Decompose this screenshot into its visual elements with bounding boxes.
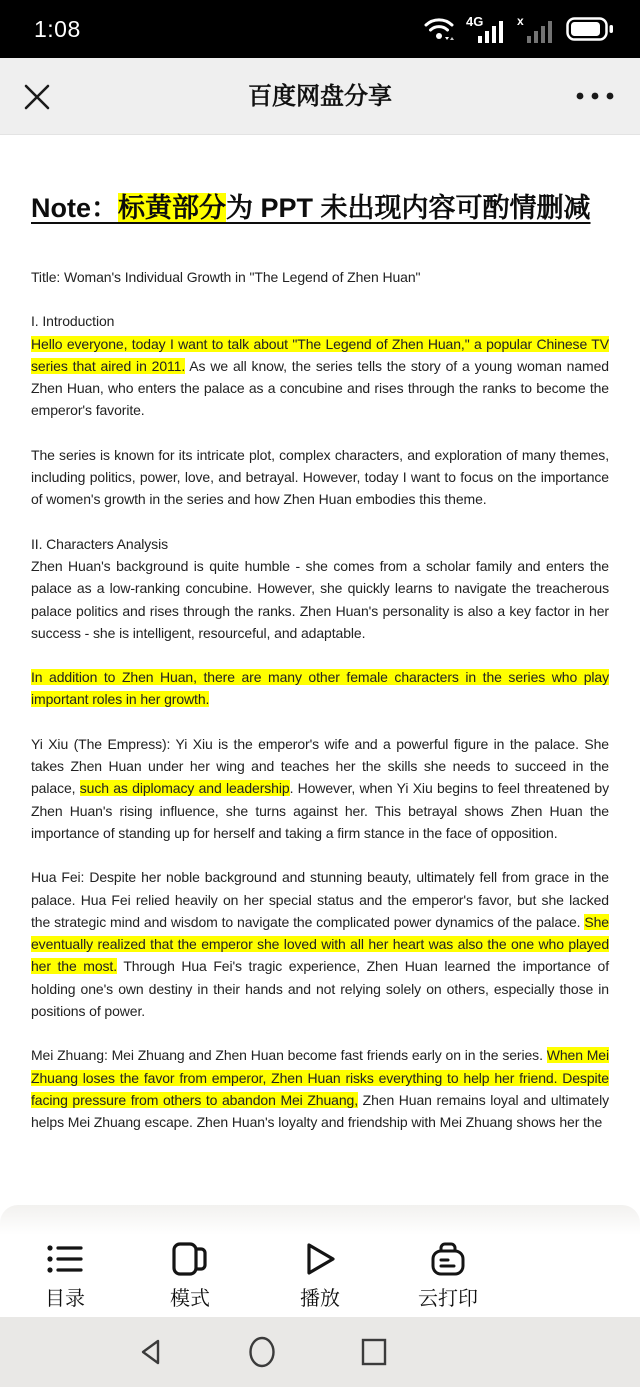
- toolbar-item-mode[interactable]: [142, 1241, 238, 1311]
- signal-no-service-icon: [517, 14, 557, 44]
- battery-icon: [566, 16, 614, 42]
- text-run: Hua Fei: Despite her noble background and stunning beauty, ultimately fell from grace in the palace. Hua Fei relied heavily on her special status and the emperor's favor, but she lacked the strategic mind and wisdom to navigate the complicated power dynamics of the palace.: [31, 869, 609, 930]
- svg-text:4G: 4G: [466, 14, 484, 29]
- doc-paragraph: [31, 310, 609, 421]
- doc-body: [31, 266, 609, 1134]
- doc-paragraph: [31, 666, 609, 711]
- toolbar-item-cloud-print[interactable]: [400, 1241, 496, 1311]
- highlighted-text: She eventually realized that the emperor she loved with all her heart was also the one who played her the most.: [31, 913, 609, 975]
- doc-paragraph: [31, 1044, 609, 1133]
- text-run: 为 PPT 未出现内容可酌情删减: [226, 193, 591, 223]
- highlighted-text: In addition to Zhen Huan, there are many other female characters in the series who play important roles in her growth.: [31, 669, 609, 708]
- text-run: As we all know, the series tells the story of a young woman named Zhen Huan, who enters the palace as a concubine and rises through the ranks to become the emperor's favorite.: [31, 357, 609, 419]
- back-icon[interactable]: [139, 1338, 161, 1366]
- text-run: Through Hua Fei's tragic experience, Zhen Huan learned the importance of holding one's own destiny in their hands and not relying solely on others, especially those in positions of power.: [31, 958, 609, 1020]
- text-run: The series is known for its intricate plot, complex characters, and exploration of many themes, including politics, power, love, and betrayal. However, today I want to focus on the importance of women's growth in the series and how Zhen Huan embodies this theme.: [31, 446, 609, 508]
- text-run: Title: Woman's Individual Growth in "The Legend of Zhen Huan": [31, 269, 421, 285]
- more-menu-icon[interactable]: [574, 88, 616, 104]
- doc-paragraph: [31, 266, 609, 288]
- toolbar-item-label: 云打印: [418, 1288, 478, 1310]
- webview-header: [0, 58, 640, 135]
- document-viewer[interactable]: [0, 135, 640, 1207]
- toolbar-item-toc[interactable]: [17, 1241, 113, 1311]
- svg-text:x: x: [517, 14, 524, 28]
- toc-icon: [45, 1241, 85, 1277]
- page-title: 百度网盘分享: [248, 83, 392, 110]
- text-run: Mei Zhuang: Mei Zhuang and Zhen Huan become fast friends early on in the series.: [31, 1047, 547, 1064]
- highlighted-text: When Mei Zhuang loses the favor from emperor, Zhen Huan risks everything to help her friend. Despite facing pressure from others to abandon Mei Zhuang,: [31, 1047, 609, 1108]
- clock: 1:08: [34, 15, 81, 42]
- note-heading: [31, 187, 609, 230]
- highlighted-text: 标黄部分: [118, 193, 226, 223]
- highlighted-text: Hello everyone, today I want to talk about "The Legend of Zhen Huan," a popular Chinese TV series that aired in 2011.: [31, 335, 609, 374]
- cloud-print-icon: [428, 1241, 468, 1277]
- status-icons: [423, 14, 614, 44]
- text-run: I. Introduction: [31, 313, 115, 330]
- text-run: Zhen Huan's background is quite humble - she comes from a scholar family and enters the palace as a low-ranking concubine. However, she quickly learns to navigate the treacherous palace politics and rises through the ranks. Zhen Huan's personality is also a key factor in her success - she is intelligent, resourceful, and adaptable.: [31, 557, 609, 641]
- signal-4g-icon: [466, 14, 508, 44]
- text-run: Note：: [31, 193, 118, 223]
- status-bar: [0, 0, 640, 58]
- recents-icon[interactable]: [361, 1338, 387, 1366]
- doc-paragraph: [31, 444, 609, 511]
- text-run: Zhen Huan remains loyal and ultimately helps Mei Zhuang escape. Zhen Huan's loyalty and friendship with Mei Zhuang shows her the: [31, 1091, 609, 1131]
- wifi-icon: [423, 16, 457, 42]
- toolbar-item-label: 播放: [300, 1288, 340, 1310]
- android-nav-bar: [0, 1317, 640, 1387]
- highlighted-text: such as diplomacy and leadership: [79, 780, 290, 797]
- toolbar-item-label: 模式: [170, 1288, 210, 1310]
- toolbar-item-play[interactable]: [272, 1241, 368, 1311]
- home-icon[interactable]: [248, 1336, 276, 1368]
- text-run: Yi Xiu (The Empress): Yi Xiu is the emperor's wife and a powerful figure in the palace. She takes Zhen Huan under her wing and teaches her the skills she needs to succeed in the palace,: [31, 735, 609, 797]
- mode-icon: [170, 1241, 210, 1277]
- toolbar-item-label: 目录: [45, 1288, 85, 1310]
- doc-paragraph: [31, 866, 609, 1022]
- reader-toolbar: [0, 1205, 640, 1317]
- text-run: . However, when Yi Xiu begins to feel threatened by Zhen Huan's rising influence, she turns against her. This betrayal shows Zhen Huan the importance of standing up for herself and taking a firm stance in the face of opposition.: [31, 780, 610, 841]
- text-run: II. Characters Analysis: [31, 535, 168, 552]
- doc-paragraph: [31, 533, 609, 644]
- doc-paragraph: [31, 733, 609, 844]
- play-icon: [302, 1241, 338, 1277]
